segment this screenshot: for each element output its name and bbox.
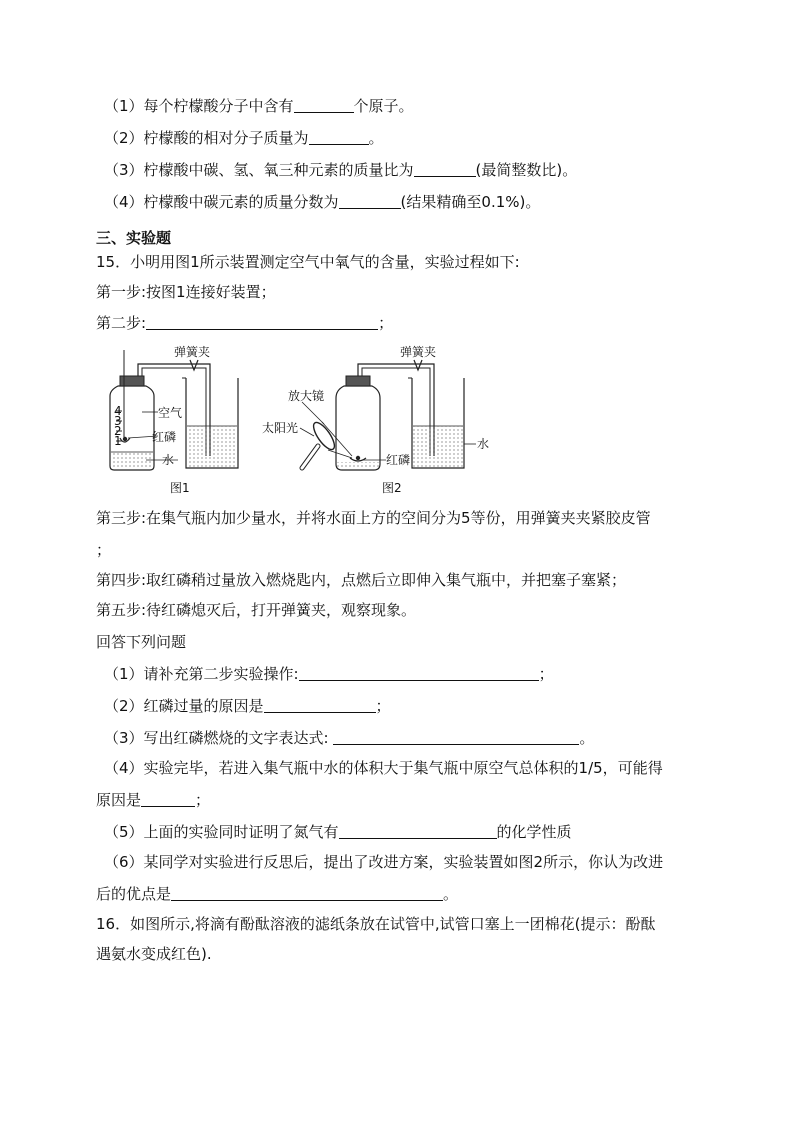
q16-line2: 遇氨水变成红色). — [96, 945, 212, 963]
q15-sub6-cont: 后的优点是 。 — [96, 885, 459, 903]
q15-step3: 第三步:在集气瓶内加少量水，并将水面上方的空间分为5等份，用弹簧夹夹紧胶皮管 — [96, 509, 651, 527]
q15-sub4: （4）实验完毕，若进入集气瓶中水的体积大于集气瓶中原空气总体积的1/5，可能得 — [104, 759, 663, 777]
q14-part-2: （2）柠檬酸的相对分子质量为 。 — [104, 129, 384, 147]
q15-step4: 第四步:取红磷稍过量放入燃烧匙内，点燃后立即伸入集气瓶中，并把塞子塞紧； — [96, 571, 627, 589]
q15-sub6: （6）某同学对实验进行反思后，提出了改进方案，实验装置如图2所示，你认为改进 — [104, 853, 664, 871]
figure-2-caption: 图2 — [382, 481, 402, 495]
answer-blank[interactable] — [146, 314, 378, 330]
lens-label: 放大镜 — [288, 389, 325, 403]
air-label: 空气 — [158, 406, 183, 420]
q15-step5: 第五步:待红磷熄灭后，打开弹簧夹，观察现象。 — [96, 601, 417, 619]
q15-sub3: （3）写出红磷燃烧的文字表达式: 。 — [104, 729, 595, 747]
answer-blank[interactable] — [299, 665, 539, 681]
clip-label: 弹簧夹 — [174, 345, 211, 359]
scale-mark: 1 — [114, 434, 122, 448]
figure-1 — [110, 344, 238, 495]
clip-label: 弹簧夹 — [400, 345, 437, 359]
q15-step1: 第一步:按图1连接好装置； — [96, 283, 276, 301]
answer-blank[interactable] — [339, 193, 401, 209]
answer-blank[interactable] — [414, 161, 476, 177]
scale-mark: 3 — [114, 414, 122, 428]
q15-sub2: （2）红磷过量的原因是 ； — [104, 697, 391, 715]
figure-2 — [262, 344, 489, 495]
scale-mark: 4 — [114, 404, 122, 418]
q15-sub4-cont: 原因是 ； — [96, 791, 211, 809]
phosphorus-label: 红磷 — [386, 453, 411, 467]
q14-part-1: （1）每个柠檬酸分子中含有 个原子。 — [104, 97, 414, 115]
scale-mark: 2 — [114, 424, 122, 438]
section-title: 三、实验题 — [96, 229, 172, 247]
answer-blank[interactable] — [141, 791, 195, 807]
answer-blank[interactable] — [339, 823, 497, 839]
answer-blank[interactable] — [294, 97, 354, 113]
q15-sub1: （1）请补充第二步实验操作: ； — [104, 665, 554, 683]
water-label: 水 — [477, 437, 490, 451]
q14-part-3: （3）柠檬酸中碳、氢、氧三种元素的质量比为 (最简整数比)。 — [104, 161, 578, 179]
answer-blank[interactable] — [264, 697, 376, 713]
q15-prompt: 回答下列问题 — [96, 633, 187, 651]
q15-step3-end: ； — [96, 541, 112, 559]
answer-blank[interactable] — [333, 729, 579, 745]
phosphorus-label: 红磷 — [152, 430, 177, 444]
sunlight-label: 太阳光 — [262, 421, 299, 435]
answer-blank[interactable] — [309, 129, 369, 145]
answer-blank[interactable] — [171, 885, 443, 901]
experiment-figure — [96, 340, 516, 500]
figure-1-caption: 图1 — [170, 481, 190, 495]
water-label: 水 — [162, 453, 175, 467]
q16-line1: 16．如图所示,将滴有酚酞溶液的滤纸条放在试管中,试管口塞上一团棉花(提示：酚酞 — [96, 915, 656, 933]
q15-sub5: （5）上面的实验同时证明了氮气有 的化学性质 — [104, 823, 572, 841]
q15-stem: 15．小明用图1所示装置测定空气中氧气的含量，实验过程如下: — [96, 253, 520, 271]
q14-part-4: （4）柠檬酸中碳元素的质量分数为 (结果精确至0.1%)。 — [104, 193, 541, 211]
q15-step2: 第二步: ； — [96, 314, 394, 332]
